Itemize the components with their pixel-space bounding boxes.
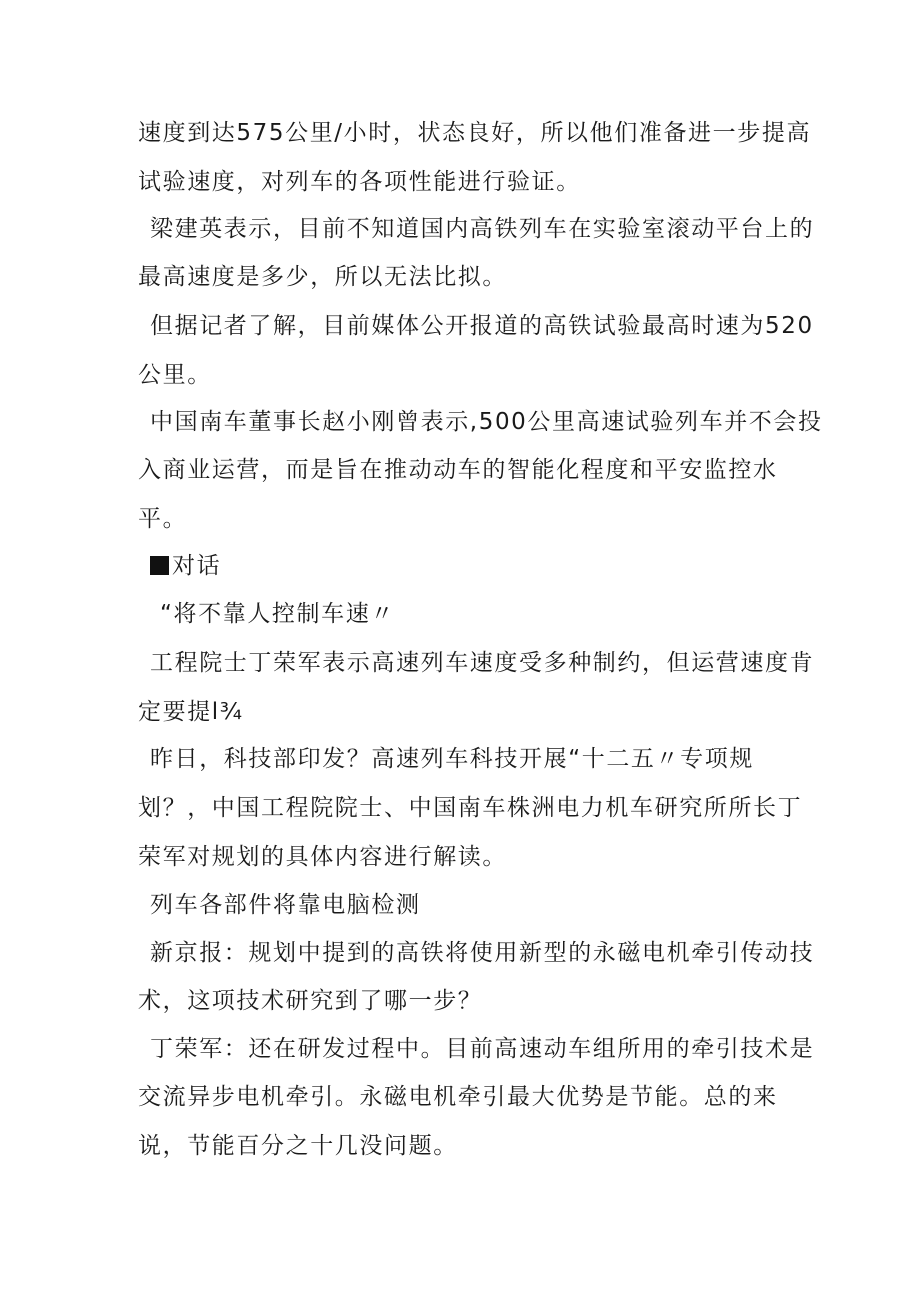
paragraph-line: 入商业运营，而是旨在推动动车的智能化程度和平安监控水: [138, 457, 778, 483]
subheading: 列车各部件将靠电脑检测: [150, 892, 421, 918]
paragraph-line: 新京报：规划中提到的高铁将使用新型的永磁电机牵引传动技: [150, 940, 815, 966]
paragraph-line: 划？，中国工程院院士、中国南车株洲电力机车研究所所长丁: [138, 795, 803, 821]
paragraph-line: 梁建英表示，目前不知道国内高铁列车在实验室滚动平台上的: [150, 216, 815, 242]
black-square-icon: [150, 556, 169, 575]
section-heading-text: 对话: [172, 553, 222, 579]
paragraph-line: 平。: [138, 506, 188, 532]
paragraph-line: 荣军对规划的具体内容进行解读。: [138, 844, 507, 870]
paragraph-line: 公里。: [138, 362, 212, 388]
paragraph-line: 交流异步电机牵引。永磁电机牵引最大优势是节能。总的来: [138, 1084, 778, 1110]
section-heading: [150, 551, 221, 581]
paragraph-line: 工程院士丁荣军表示高速列车速度受多种制约，但运营速度肯: [150, 650, 815, 676]
paragraph-line: 但据记者了解，目前媒体公开报道的高铁试验最高时速为520: [150, 313, 814, 339]
paragraph-line: 昨日，科技部印发？高速列车科技开展“十二五〃专项规: [150, 746, 754, 772]
paragraph-line: 说，节能百分之十几没问题。: [138, 1133, 458, 1159]
paragraph-line: 术，这项技术研究到了哪一步？: [138, 988, 483, 1014]
paragraph-line: 速度到达575公里/小时，状态良好，所以他们准备进一步提高: [138, 120, 812, 146]
subheading: “将不靠人控制车速〃: [160, 601, 395, 627]
paragraph-line: 中国南车董事长赵小刚曾表示,500公里高速试验列车并不会投: [150, 409, 823, 435]
paragraph-line: 定要提l¾: [138, 699, 244, 725]
paragraph-line: 试验速度，对列车的各项性能进行验证。: [138, 169, 581, 195]
paragraph-line: 丁荣军：还在研发过程中。目前高速动车组所用的牵引技术是: [150, 1036, 815, 1062]
paragraph-line: 最高速度是多少，所以无法比拟。: [138, 264, 507, 290]
